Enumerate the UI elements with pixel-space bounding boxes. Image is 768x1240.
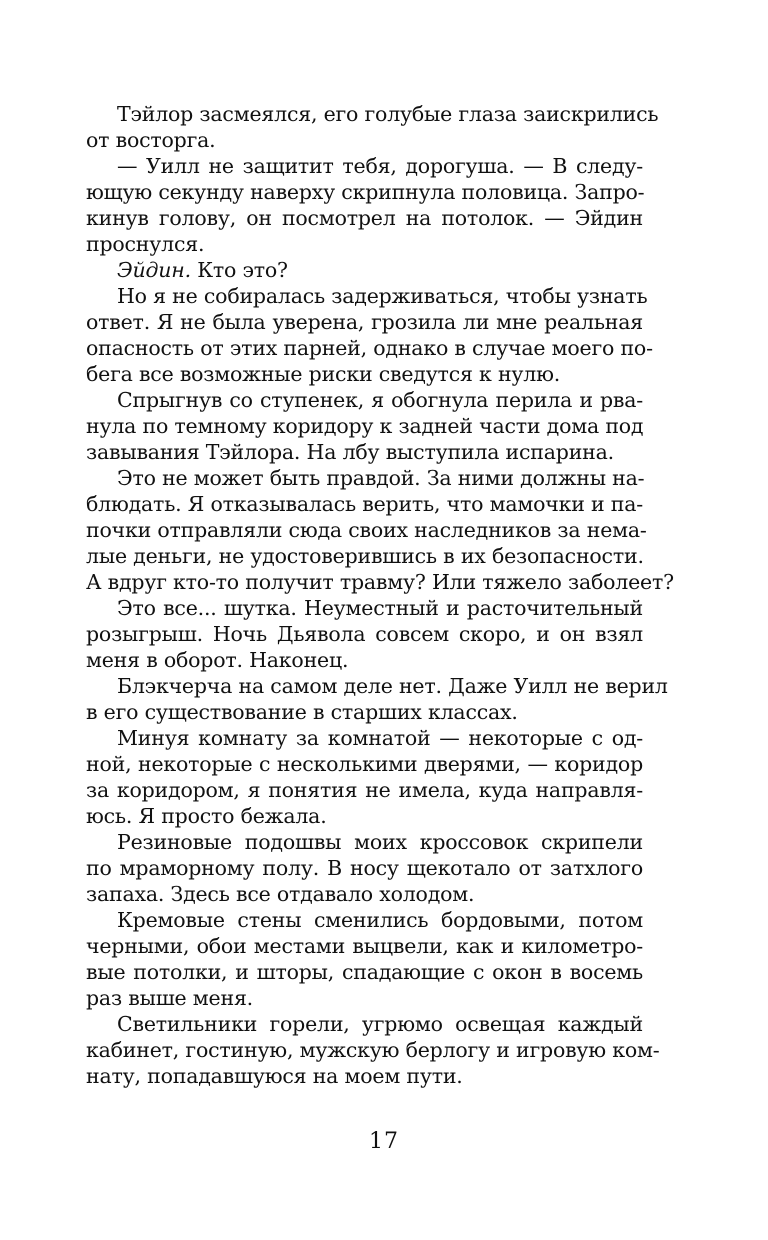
text-line: в его существование в старших классах.	[86, 700, 518, 724]
text-line: кинув голову, он посмотрел на потолок. — Эйдин	[86, 206, 643, 230]
text-line: запаха. Здесь все отдавало холодом.	[86, 882, 475, 906]
text-line: меня в оборот. Наконец.	[86, 648, 349, 672]
page-body	[86, 101, 674, 1089]
text-line: Тэйлор засмеялся, его голубые глаза заискрились	[117, 102, 659, 126]
text-line: раз выше меня.	[86, 986, 253, 1010]
text-line: опасность от этих парней, однако в случае моего по-	[86, 336, 653, 360]
text-line: завывания Тэйлора. На лбу выступила испарина.	[86, 440, 614, 464]
text-line: Минуя комнату за комнатой — некоторые с од-	[117, 726, 643, 750]
text-line: блюдать. Я отказывалась верить, что мамочки и па-	[86, 492, 643, 516]
text-line: вые потолки, и шторы, спадающие с окон в восемь	[86, 960, 643, 984]
text-line: от восторга.	[86, 128, 216, 152]
text-line: юсь. Я просто бежала.	[86, 804, 327, 828]
text-line: по мраморному полу. В носу щекотало от затхлого	[86, 856, 643, 880]
text-line: Но я не собиралась задерживаться, чтобы узнать	[117, 284, 648, 308]
text-line: Спрыгнув со ступенек, я обогнула перила и рва-	[117, 388, 643, 412]
italic-name: Эйдин.	[117, 258, 191, 282]
text-line: ответ. Я не была уверена, грозила ли мне реальная	[86, 310, 643, 334]
text-line: нату, попадавшуюся на моем пути.	[86, 1064, 463, 1088]
text-line: за коридором, я понятия не имела, куда направля-	[86, 778, 643, 802]
text-line: ющую секунду наверху скрипнула половица. Запро-	[86, 180, 645, 204]
text-line: нула по темному коридору к задней части дома под	[86, 414, 644, 438]
text-line: бега все возможные риски сведутся к нулю.	[86, 362, 561, 386]
text-line: ной, некоторые с несколькими дверями, — коридор	[86, 752, 643, 776]
text-line: проснулся.	[86, 232, 205, 256]
text-line: Блэкчерча на самом деле нет. Даже Уилл не верил	[117, 674, 668, 698]
text-line: Эйдин. Кто это?	[117, 258, 288, 282]
text-line: Светильники горели, угрюмо освещая каждый	[117, 1012, 643, 1036]
text-line: кабинет, гостиную, мужскую берлогу и игровую ком-	[86, 1038, 660, 1062]
text-line: Это все... шутка. Неуместный и расточительный	[117, 596, 643, 620]
text-line: лые деньги, не удостоверившись в их безопасности.	[86, 544, 644, 568]
text-line: черными, обои местами выцвели, как и километро-	[86, 934, 643, 958]
text-line: Резиновые подошвы моих кроссовок скрипели	[117, 830, 643, 854]
text-line: А вдруг кто-то получит травму? Или тяжело заболеет?	[86, 570, 674, 594]
text-line: Это не может быть правдой. За ними должны на-	[117, 466, 645, 490]
text-line: розыгрыш. Ночь Дьявола совсем скоро, и он взял	[86, 622, 643, 646]
text-line: Кремовые стены сменились бордовыми, потом	[117, 908, 643, 932]
text-line: почки отправляли сюда своих наследников за нема-	[86, 518, 647, 542]
page-number: 17	[369, 1129, 399, 1154]
text-line: — Уилл не защитит тебя, дорогуша. — В следу-	[117, 154, 643, 178]
